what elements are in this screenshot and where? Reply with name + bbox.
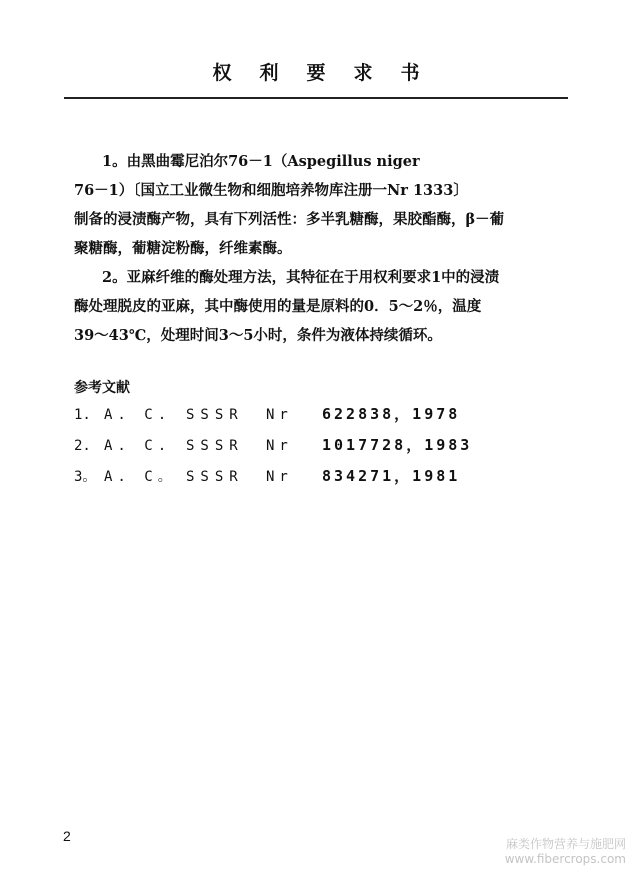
claim-1-line-4: 聚糖酶，葡糖淀粉酶，纤维素酶。 [74, 240, 292, 257]
reference-nr: Nr [266, 438, 293, 454]
claim-1-line-1: 1。由黑曲霉尼泊尔76－1（Aspegillus niger [102, 153, 420, 170]
claim-2-line-2: 酶处理脱皮的亚麻，其中酶使用的量是原料的0．5～2％，温度 [74, 298, 482, 315]
reference-number: 3。 [74, 469, 97, 485]
reference-ac: A. C。 [104, 469, 177, 485]
reference-nr: Nr [266, 407, 293, 423]
reference-number: 2. [74, 438, 91, 454]
watermark [505, 837, 626, 867]
reference-ac: A. C. [104, 438, 172, 454]
reference-patent: 622838，1978 [322, 405, 461, 423]
reference-item [74, 465, 554, 496]
claim-1-line-3: 制备的浸渍酶产物，具有下列活性：多半乳糖酶，果胶酯酶，β－葡 [74, 211, 505, 228]
references-heading: 参考文献 [74, 380, 130, 396]
claim-2-line-1: 2。亚麻纤维的酶处理方法，其特征在于用权利要求1中的浸渍 [102, 269, 500, 286]
claim-1-line-2: 76－1）〔国立工业微生物和细胞培养物库注册一Nr 1333〕 [74, 182, 468, 199]
reference-country: SSSR [186, 438, 244, 454]
reference-patent: 1017728，1983 [322, 436, 473, 454]
document-title: 权利要求书 [212, 62, 448, 84]
claim-2-line-3: 39～43℃，处理时间3～5小时，条件为液体持续循环。 [74, 327, 442, 344]
references-list [74, 403, 554, 496]
reference-patent: 834271，1981 [322, 467, 461, 485]
reference-item [74, 434, 554, 465]
watermark-url: www.fibercrops.com [504, 852, 626, 866]
page-number: 2 [63, 828, 71, 844]
reference-item [74, 403, 554, 434]
title-divider [64, 97, 568, 99]
reference-country: SSSR [186, 407, 244, 423]
reference-nr: Nr [266, 469, 293, 485]
reference-number: 1. [74, 407, 91, 423]
claim-1 [74, 147, 564, 263]
reference-country: SSSR [186, 469, 244, 485]
reference-ac: A. C. [104, 407, 172, 423]
watermark-site-name: 麻类作物营养与施肥网 [505, 837, 626, 851]
claim-2 [74, 263, 564, 350]
